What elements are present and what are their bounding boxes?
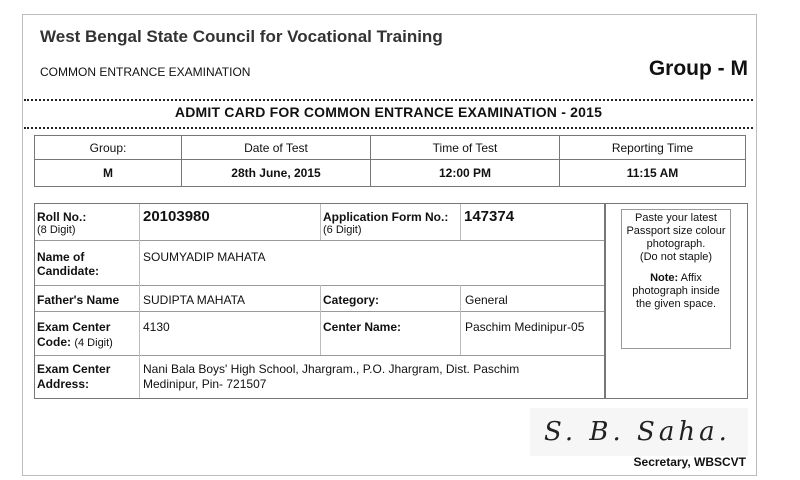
col-divider: [320, 204, 321, 240]
schedule-header: Date of Test: [182, 136, 371, 160]
photo-instruction: Passport size colour: [626, 225, 726, 237]
application-value: 147374: [464, 208, 515, 225]
photo-note-text: Affix: [680, 272, 702, 284]
father-name-value: SUDIPTA MAHATA: [143, 293, 246, 307]
category-value: General: [465, 293, 508, 307]
photo-note-line: photograph inside: [632, 285, 720, 297]
photo-note-line: the given space.: [635, 298, 717, 310]
center-code-label-text: Code:: [37, 335, 71, 349]
center-code-value: 4130: [143, 320, 170, 334]
schedule-table: [34, 135, 746, 187]
group-value: M: [35, 160, 182, 187]
schedule-header: Reporting Time: [560, 136, 746, 160]
application-hint: (6 Digit): [323, 224, 362, 236]
signature-text: S. B. Saha.: [544, 417, 731, 447]
row-divider: [35, 240, 605, 241]
exam-name: COMMON ENTRANCE EXAMINATION: [40, 65, 251, 79]
father-label: Father's Name: [37, 293, 120, 307]
handwritten-signature: [530, 408, 748, 456]
center-code-label: [37, 335, 113, 350]
roll-label: Roll No.:: [37, 210, 87, 224]
photo-instruction: photograph.: [646, 238, 706, 250]
category-label: Category:: [323, 293, 380, 307]
photo-instruction: Paste your latest: [635, 212, 717, 224]
photo-section: [604, 203, 748, 399]
address-line: Medinipur, Pin- 721507: [143, 377, 267, 391]
candidate-name-value: SOUMYADIP MAHATA: [143, 250, 266, 264]
schedule-header: Time of Test: [371, 136, 560, 160]
photo-note: [622, 272, 730, 285]
photo-instruction: (Do not staple): [639, 251, 713, 263]
photo-placeholder: [621, 209, 731, 349]
col-divider: [320, 285, 321, 355]
center-name-label: Center Name:: [323, 320, 402, 334]
photo-note-label: Note:: [650, 272, 679, 284]
name-label: Candidate:: [37, 264, 100, 278]
name-label: Name of: [37, 250, 85, 264]
candidate-details: [34, 203, 606, 399]
schedule-header: Group:: [35, 136, 182, 160]
row-divider: [35, 355, 605, 356]
address-line: Nani Bala Boys' High School, Jhargram., P.O. Jhargram, Dist. Paschim: [143, 362, 520, 376]
test-date-value: 28th June, 2015: [182, 160, 371, 187]
center-code-label: Exam Center: [37, 320, 111, 334]
col-divider: [460, 285, 461, 355]
col-divider: [139, 204, 140, 398]
test-time-value: 12:00 PM: [371, 160, 560, 187]
application-label: Application Form No.:: [323, 210, 449, 224]
center-code-hint: (4 Digit): [74, 337, 113, 349]
signature-area: [530, 408, 748, 456]
dotted-divider: [24, 127, 753, 129]
group-badge: Group - M: [648, 57, 748, 80]
roll-value: 20103980: [143, 208, 210, 225]
secretary-title: Secretary, WBSCVT: [633, 455, 746, 469]
dotted-divider: [24, 99, 753, 101]
center-name-value: Paschim Medinipur-05: [465, 320, 585, 334]
address-label: Address:: [37, 377, 90, 391]
organization-name: West Bengal State Council for Vocational Training: [40, 27, 443, 46]
address-label: Exam Center: [37, 362, 111, 376]
col-divider: [460, 204, 461, 240]
admit-card-title: ADMIT CARD FOR COMMON ENTRANCE EXAMINATION - 2015: [174, 104, 603, 120]
roll-hint: (8 Digit): [37, 224, 76, 236]
reporting-time-value: 11:15 AM: [560, 160, 746, 187]
